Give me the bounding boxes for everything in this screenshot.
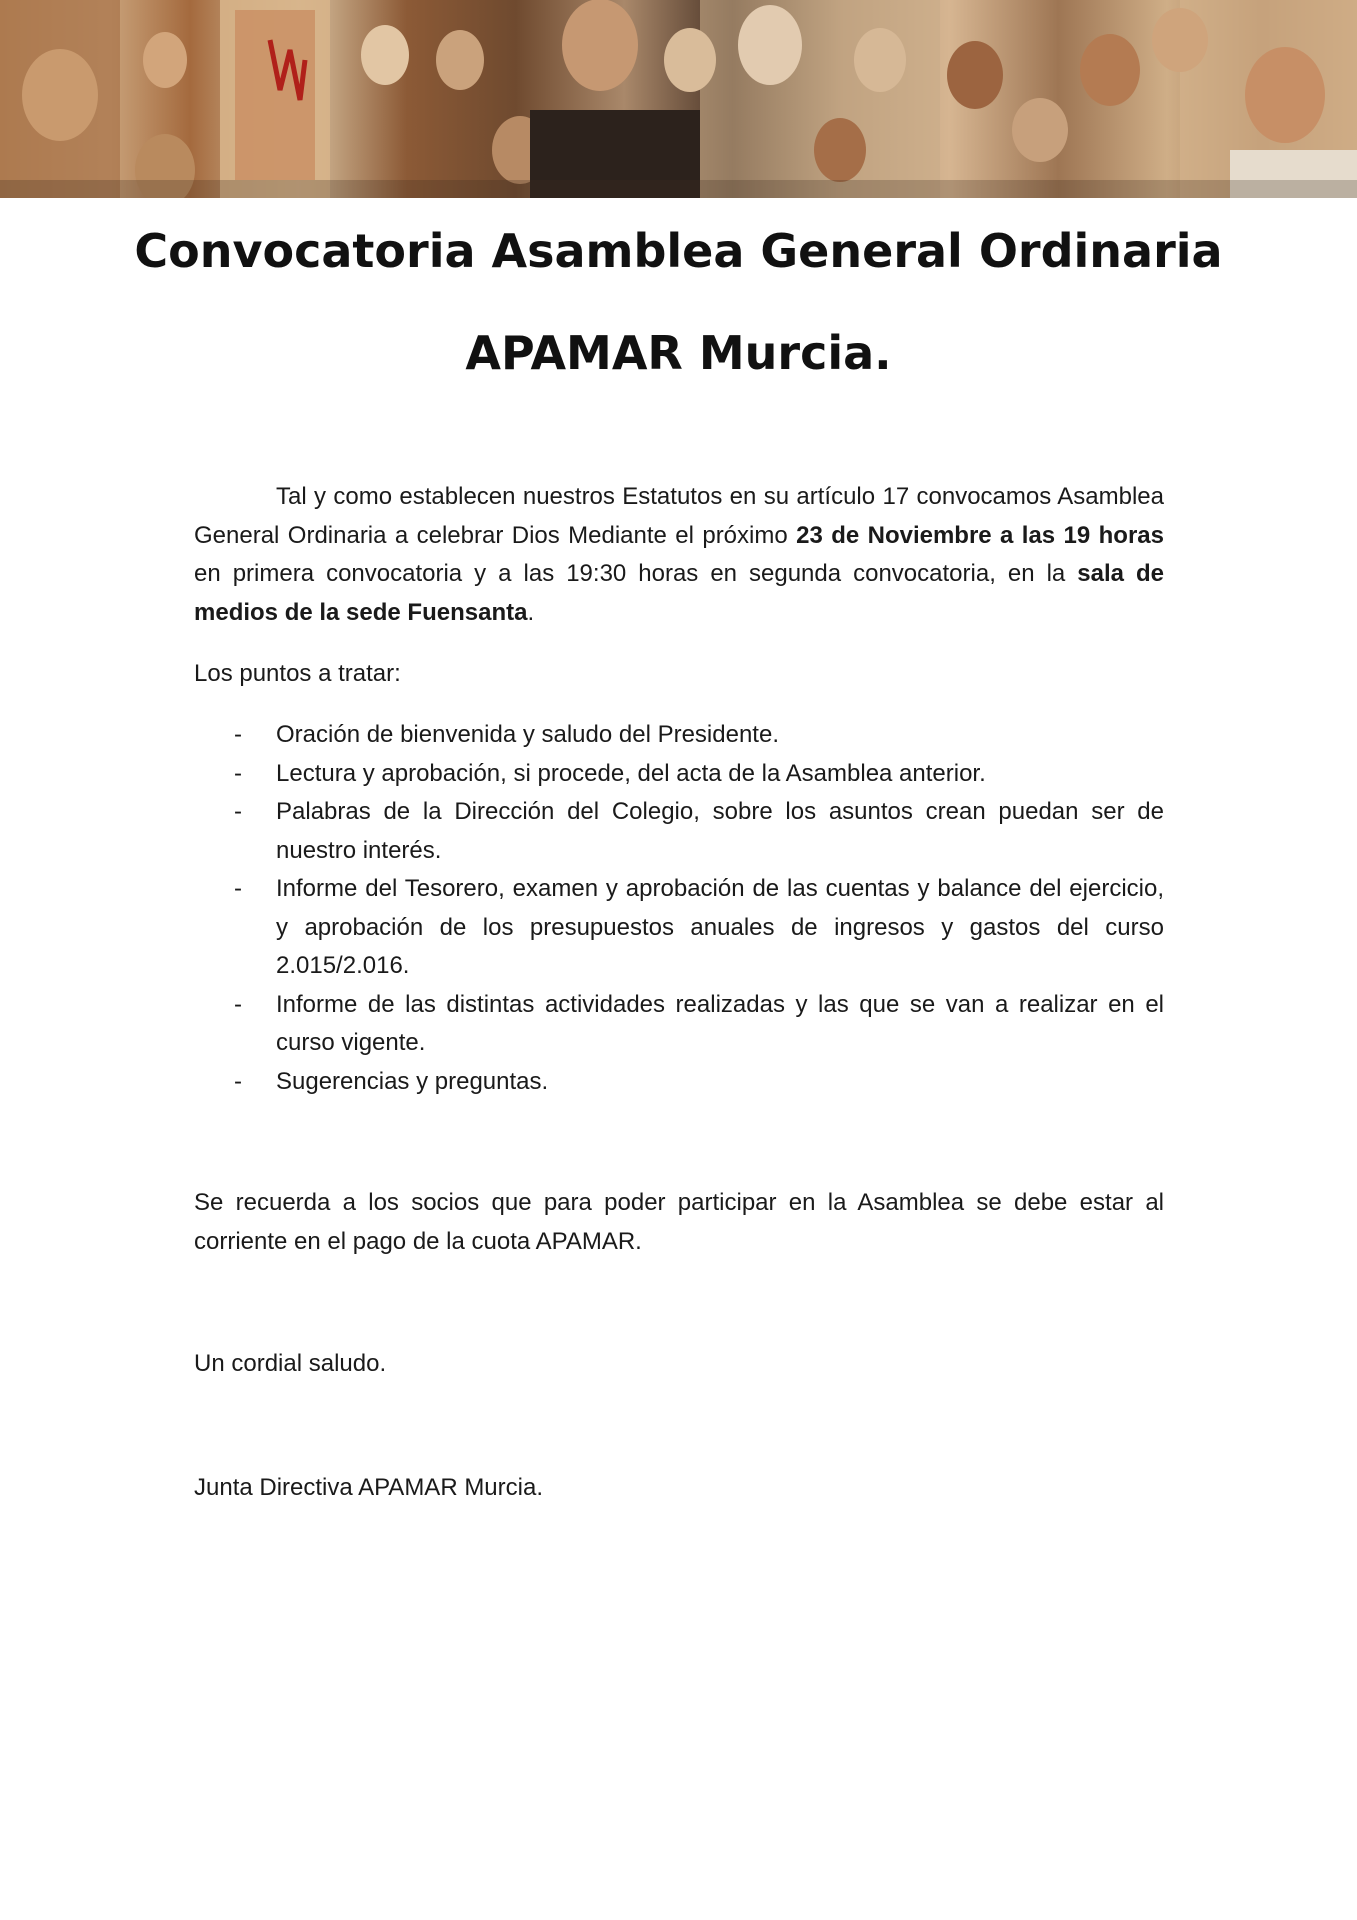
header-mural-banner [0, 0, 1357, 198]
agenda-item [194, 755, 1164, 794]
bullet-dash: - [234, 721, 242, 748]
agenda-item-text: Informe del Tesorero, examen y aprobación de las cuentas y balance del ejercicio, y aprobación de los presupuestos anuales de ingresos y gastos del curso 2.015/2.016. [276, 875, 1164, 979]
greeting: Un cordial saludo. [194, 1350, 387, 1377]
meeting-date: 23 de Noviembre a las 19 horas [796, 521, 1164, 549]
agenda-item-text: Sugerencias y preguntas. [276, 1067, 549, 1095]
agenda-item [194, 986, 1164, 1063]
intro-text-2: en primera convocatoria y a las 19:30 horas en segunda convocatoria, en la [194, 560, 1078, 587]
intro-text-1: Tal y como establecen nuestros Estatutos en su artículo 17 convocamos Asamblea General Ordinaria a celebrar Dios Mediante el próximo [194, 483, 1164, 549]
signature: Junta Directiva APAMAR Murcia. [194, 1474, 543, 1501]
bullet-dash: - [234, 875, 242, 902]
agenda-item [194, 793, 1164, 870]
intro-text-3: . [527, 598, 535, 626]
agenda-item [194, 716, 1164, 755]
agenda-item-text: Palabras de la Dirección del Colegio, sobre los asuntos crean puedan ser de nuestro interés. [276, 798, 1164, 864]
agenda-list [194, 716, 1164, 1101]
bullet-dash: - [234, 990, 242, 1018]
agenda-item-text: Informe de las distintas actividades realizadas y las que se van a realizar en el curso vigente. [276, 990, 1164, 1056]
mural-illustration [0, 0, 1357, 198]
agenda-item-text: Oración de bienvenida y saludo del Presidente. [276, 721, 779, 748]
agenda-item [194, 1063, 1164, 1102]
intro-paragraph [194, 478, 1164, 632]
document-subtitle: APAMAR Murcia. [465, 326, 892, 380]
meeting-place: sala de medios de la sede Fuensanta [194, 560, 1164, 626]
points-label: Los puntos a tratar: [194, 660, 401, 687]
document-title: Convocatoria Asamblea General Ordinaria [134, 224, 1223, 278]
bullet-dash: - [234, 798, 242, 825]
agenda-item [194, 870, 1164, 986]
reminder-paragraph: Se recuerda a los socios que para poder participar en la Asamblea se debe estar al corriente en el pago de la cuota APAMAR. [194, 1189, 1164, 1255]
bullet-dash: - [234, 759, 242, 787]
bullet-dash: - [234, 1067, 242, 1095]
agenda-item-text: Lectura y aprobación, si procede, del acta de la Asamblea anterior. [276, 759, 986, 787]
